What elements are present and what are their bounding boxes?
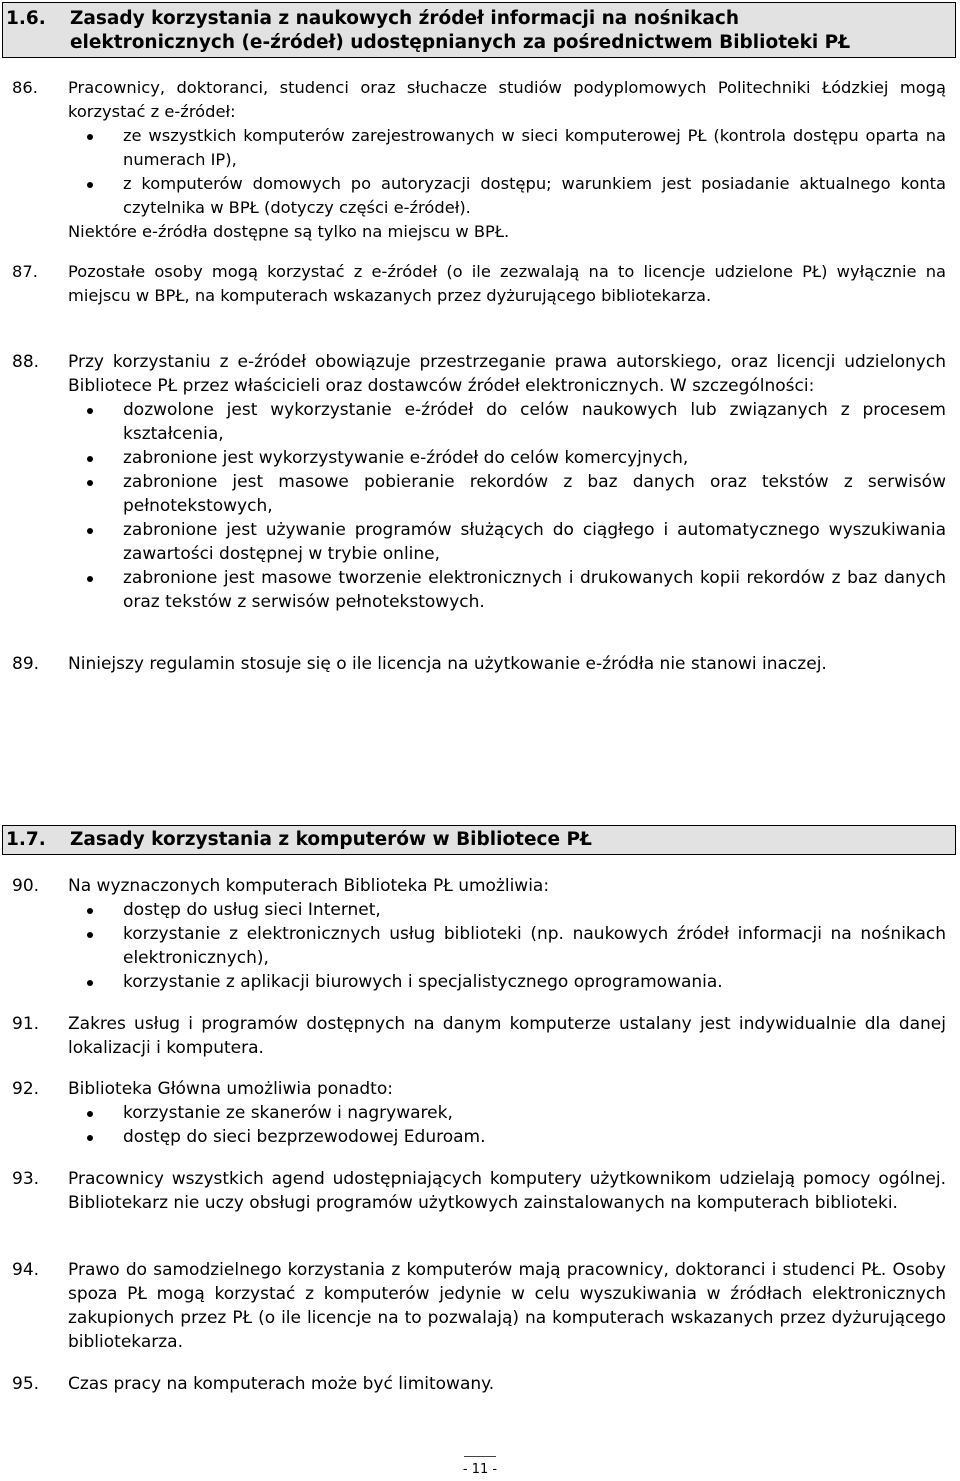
bullet-list [68,124,946,220]
list-item: dostęp do sieci bezprzewodowej Eduroam. [68,1125,946,1149]
paragraph-intro: Przy korzystaniu z e-źródeł obowiązuje przestrzeganie prawa autorskiego, oraz licencji udzielonych Bibliotece PŁ przez właścicieli oraz dostawców źródeł elektronicznych. W szczególności: [68,352,946,396]
list-item: korzystanie z aplikacji biurowych i specjalistycznego oprogramowania. [68,970,946,994]
paragraph-87 [12,260,946,308]
list-item: ze wszystkich komputerów zarejestrowanych w sieci komputerowej PŁ (kontrola dostępu oparta na numerach IP), [68,124,946,172]
paragraph-text: Zakres usług i programów dostępnych na danym komputerze ustalany jest indywidualnie dla danej lokalizacji i komputera. [68,1014,946,1058]
list-item: dozwolone jest wykorzystanie e-źródeł do celów naukowych lub związanych z procesem kształcenia, [68,398,946,446]
paragraph-text: Prawo do samodzielnego korzystania z komputerów mają pracownicy, doktoranci i studenci PŁ. Osoby spoza PŁ mogą korzystać z komputerów jedynie w celu wyszukiwania w źródłach elektronicznych zakupionych przez PŁ (o ile licencje na to pozwalają) na komputerach wskazanych przez dyżurującego bibliotekarza. [68,1260,946,1352]
bullet-list [68,898,946,994]
page-footer [0,1462,960,1478]
paragraph-number: 86. [12,78,38,97]
paragraph-intro: Pracownicy, doktoranci, studenci oraz słuchacze studiów podyplomowych Politechniki Łódzkiej mogą korzystać z e-źródeł: [68,78,946,121]
section-title-line-2: elektronicznych (e-źródeł) udostępnianych za pośrednictwem Biblioteki PŁ [70,32,851,53]
paragraph-94 [12,1258,946,1354]
section-number: 1.6. [6,8,46,29]
paragraph-text: Czas pracy na komputerach może być limitowany. [68,1374,495,1394]
list-item: zabronione jest masowe pobieranie rekordów z baz danych oraz tekstów z serwisów pełnotekstowych, [68,470,946,518]
paragraph-91 [12,1012,946,1060]
paragraph-intro: Na wyznaczonych komputerach Biblioteka PŁ umożliwia: [68,876,550,896]
section-header-1-6 [2,2,956,58]
paragraph-text: Pracownicy wszystkich agend udostępniających komputery użytkownikom udzielają pomocy ogólnej. Bibliotekarz nie uczy obsługi programów użytkowych zainstalowanych na komputerach biblioteki. [68,1169,946,1213]
paragraph-number: 91. [12,1014,40,1034]
paragraph-number: 87. [12,262,38,281]
bullet-list [68,398,946,614]
page-number: - 11 - [462,1462,498,1477]
paragraph-number: 93. [12,1169,40,1189]
bullet-list [68,1101,946,1149]
section-header-1-7 [2,825,956,855]
list-item: z komputerów domowych po autoryzacji dostępu; warunkiem jest posiadanie aktualnego konta czytelnika w BPŁ (dotyczy części e-źródeł). [68,172,946,220]
section-title: Zasady korzystania z komputerów w Bibliotece PŁ [70,829,592,850]
paragraph-86 [12,76,946,244]
paragraph-number: 88. [12,352,40,372]
paragraph-number: 90. [12,876,40,896]
paragraph-90 [12,874,946,994]
list-item: zabronione jest wykorzystywanie e-źródeł do celów komercyjnych, [68,446,946,470]
paragraph-number: 95. [12,1374,40,1394]
paragraph-number: 92. [12,1079,40,1099]
paragraph-89 [12,652,946,676]
list-item: dostęp do usług sieci Internet, [68,898,946,922]
list-item: korzystanie z elektronicznych usług biblioteki (np. naukowych źródeł informacji na nośnikach elektronicznych), [68,922,946,970]
paragraph-text: Niniejszy regulamin stosuje się o ile licencja na użytkowanie e-źródła nie stanowi inaczej. [68,654,827,674]
paragraph-92 [12,1077,946,1149]
section-title-line-1: Zasady korzystania z naukowych źródeł informacji na nośnikach [70,8,740,29]
paragraph-88 [12,350,946,614]
paragraph-text: Pozostałe osoby mogą korzystać z e-źródeł (o ile zezwalają na to licencje udzielone PŁ) wyłącznie na miejscu w BPŁ, na komputerach wskazanych przez dyżurującego bibliotekarza. [68,262,946,305]
paragraph-95 [12,1372,946,1396]
list-item: korzystanie ze skanerów i nagrywarek, [68,1101,946,1125]
list-item: zabronione jest masowe tworzenie elektronicznych i drukowanych kopii rekordów z baz danych oraz tekstów z serwisów pełnotekstowych. [68,566,946,614]
list-item: zabronione jest używanie programów służących do ciągłego i automatycznego wyszukiwania zawartości dostępnej w trybie online, [68,518,946,566]
paragraph-intro: Biblioteka Główna umożliwia ponadto: [68,1079,393,1099]
paragraph-93 [12,1167,946,1215]
footer-divider [464,1456,496,1457]
paragraph-outro: Niektóre e-źródła dostępne są tylko na miejscu w BPŁ. [68,222,510,241]
paragraph-number: 89. [12,654,40,674]
section-number: 1.7. [6,829,46,850]
paragraph-number: 94. [12,1260,40,1280]
